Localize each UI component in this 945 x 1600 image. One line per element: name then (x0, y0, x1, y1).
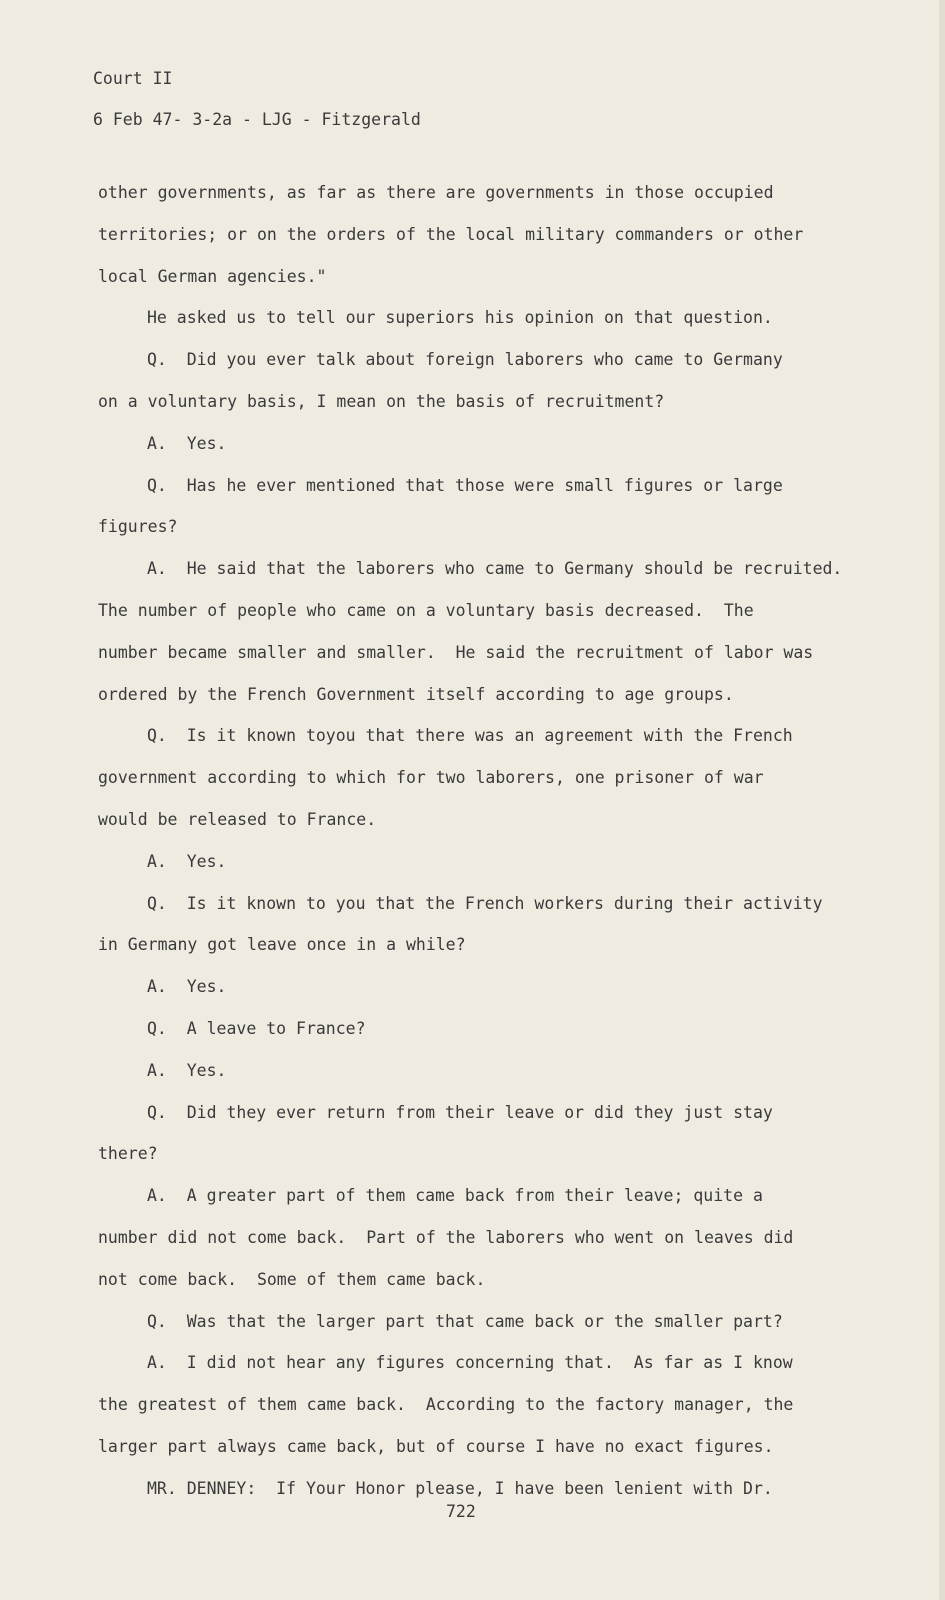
court-label: Court II (93, 69, 173, 88)
transcript-line: territories; or on the orders of the local military commanders or other (98, 224, 804, 244)
transcript-line: would be released to France. (98, 809, 377, 829)
transcript-line: A. I did not hear any figures concerning that. As far as I know (147, 1353, 793, 1373)
transcript-body (98, 172, 888, 1510)
transcript-line: Q. Did you ever talk about foreign laborers who came to Germany (147, 350, 783, 370)
session-line: 6 Feb 47- 3-2a - LJG - Fitzgerald (93, 110, 421, 129)
transcript-line: local German agencies." (98, 266, 327, 286)
transcript-line: the greatest of them came back. According to the factory manager, the (98, 1395, 794, 1415)
transcript-line: Q. Has he ever mentioned that those were small figures or large (147, 475, 783, 495)
transcript-line: ordered by the French Government itself according to age groups. (98, 684, 734, 704)
transcript-line: A. He said that the laborers who came to Germany should be recruited. (147, 559, 843, 579)
transcript-line: figures? (98, 517, 178, 537)
transcript-line: larger part always came back, but of course I have no exact figures. (98, 1436, 774, 1456)
transcript-line: He asked us to tell our superiors his opinion on that question. (147, 308, 773, 328)
transcript-line: Q. Was that the larger part that came back or the smaller part? (147, 1311, 783, 1331)
transcript-line: on a voluntary basis, I mean on the basis of recruitment? (98, 391, 665, 411)
transcript-line: number became smaller and smaller. He said the recruitment of labor was (98, 642, 814, 662)
transcript-line: A. Yes. (147, 433, 227, 453)
transcript-line: Q. A leave to France? (147, 1018, 366, 1038)
transcript-line: number did not come back. Part of the laborers who went on leaves did (98, 1227, 794, 1247)
transcript-line: MR. DENNEY: If Your Honor please, I have been lenient with Dr. (147, 1478, 773, 1498)
transcript-line: Q. Did they ever return from their leave or did they just stay (147, 1102, 773, 1122)
transcript-line: A. Yes. (147, 977, 227, 997)
transcript-line: A. Yes. (147, 851, 227, 871)
page-header (93, 58, 421, 140)
transcript-line: not come back. Some of them came back. (98, 1269, 486, 1289)
transcript-line: government according to which for two laborers, one prisoner of war (98, 768, 764, 788)
transcript-line: Q. Is it known toyou that there was an agreement with the French (147, 726, 793, 746)
page-edge (939, 0, 945, 1600)
transcript-line: A. Yes. (147, 1060, 227, 1080)
transcript-line: there? (98, 1144, 158, 1164)
transcript-line: in Germany got leave once in a while? (98, 935, 466, 955)
transcript-line: The number of people who came on a voluntary basis decreased. The (98, 600, 754, 620)
transcript-line: other governments, as far as there are governments in those occupied (98, 183, 774, 202)
page-number: 722 (446, 1502, 476, 1521)
transcript-line: A. A greater part of them came back from their leave; quite a (147, 1186, 763, 1206)
transcript-line: Q. Is it known to you that the French workers during their activity (147, 893, 823, 913)
